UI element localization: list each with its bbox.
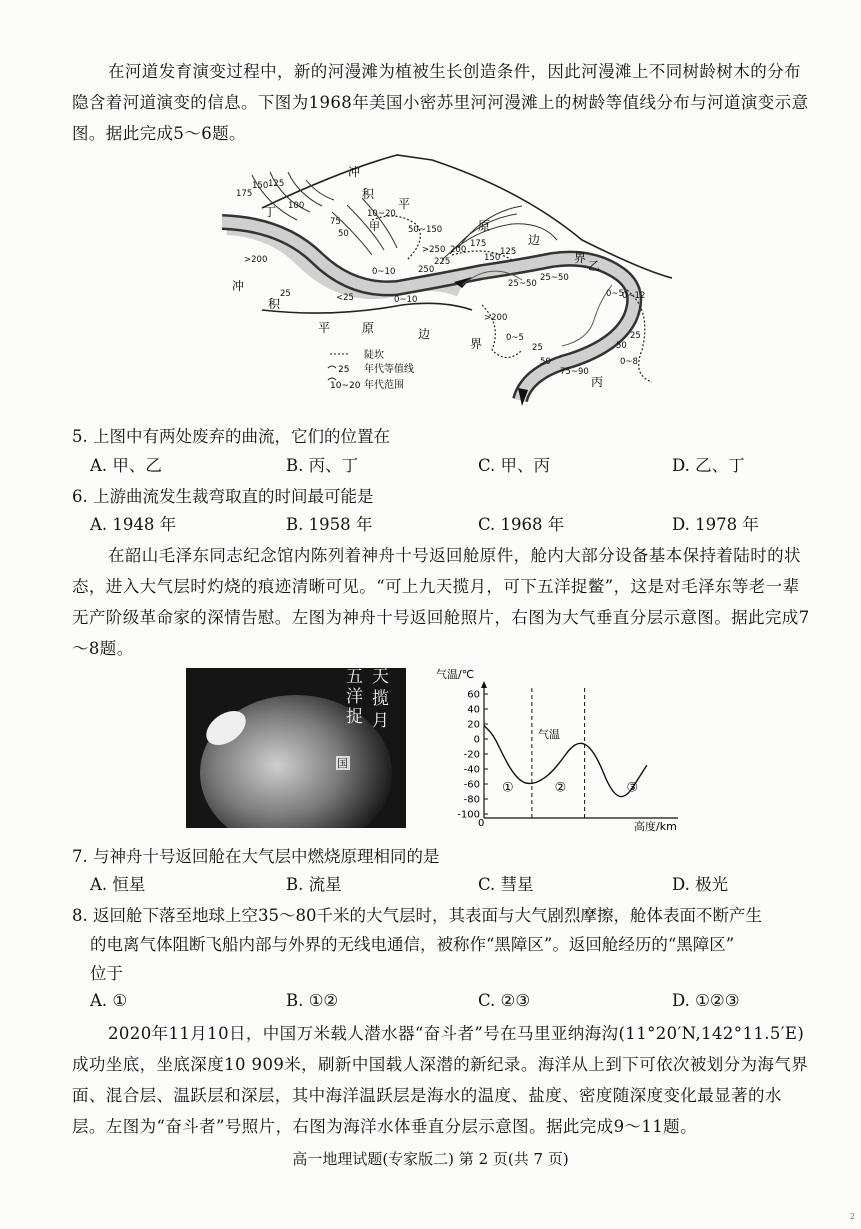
q5-option-b[interactable]: B. 丙、丁 <box>286 456 359 475</box>
q8-option-b[interactable]: B. ①② <box>286 991 339 1010</box>
legend-isoline-sample: 25 <box>338 365 350 375</box>
y-tick-label: -100 <box>457 809 480 821</box>
chart-origin-label: 0 <box>478 818 485 829</box>
map-point-jia: 甲 <box>369 220 380 233</box>
q6-option-c[interactable]: C. 1968 年 <box>478 515 565 534</box>
map-plain-char: 积 <box>362 187 375 201</box>
map-value: 0~12 <box>622 291 646 301</box>
map-value: 100 <box>288 201 305 211</box>
question-6-stem: 6. 上游曲流发生裁弯取直的时间最可能是 <box>72 487 374 506</box>
map-plain-char: 平 <box>398 197 411 211</box>
capsule-photo <box>186 668 406 828</box>
y-tick-label: 20 <box>467 719 480 731</box>
q6-option-b[interactable]: B. 1958 年 <box>286 515 373 534</box>
question-7-stem: 7. 与神舟十号返回舱在大气层中燃烧原理相同的是 <box>72 847 440 866</box>
map-value: 50 <box>616 341 627 351</box>
map-point-bing: 丙 <box>591 375 604 389</box>
map-value: 25 <box>280 289 291 299</box>
map-value: 25 <box>630 331 641 341</box>
q7-option-d[interactable]: D. 极光 <box>672 875 729 894</box>
map-value: 175 <box>236 189 253 199</box>
calligraphy-char: 天 <box>372 668 389 687</box>
map-plain-char: 冲 <box>232 279 245 293</box>
map-plain-char: 界 <box>470 337 483 351</box>
question-7-options <box>90 871 810 899</box>
legend-range-label: 年代范围 <box>364 380 404 391</box>
question-8-stem-line2: 的电离气体阻断飞船内部与外界的无线电通信，被称作“黑障区”。返回舱经历的“黑障区” <box>90 935 735 954</box>
map-plain-char: 边 <box>528 233 541 247</box>
y-tick-label: -80 <box>463 794 480 806</box>
map-value: 25 <box>532 343 543 353</box>
legend-bank-label: 陡坎 <box>364 350 384 361</box>
map-plain-char: 原 <box>478 219 491 233</box>
y-tick-label: 60 <box>467 689 480 701</box>
y-axis-arrow <box>481 681 487 688</box>
y-tick-label: -40 <box>463 764 480 776</box>
q8-option-d[interactable]: D. ①②③ <box>672 991 740 1010</box>
question-8-stem-line1: 8. 返回舱下落至地球上空35～80千米的大气层时，其表面与大气剧烈摩擦，舱体表面不断产生 <box>72 906 762 925</box>
legend-range-sample: 10~20 <box>330 381 361 391</box>
map-value: 200 <box>450 245 467 255</box>
map-value: 75 <box>330 217 341 227</box>
map-value: 0~10 <box>394 295 418 305</box>
map-plain-char: 界 <box>574 251 587 265</box>
legend-isoline-label: 年代等值线 <box>364 364 414 375</box>
map-value: 0~8 <box>620 357 638 367</box>
map-value: 25~50 <box>508 279 537 289</box>
layer-label: ① <box>501 780 514 796</box>
question-6-options <box>90 511 810 539</box>
map-value: 0~5 <box>606 289 624 299</box>
chart-xlabel: 高度/km <box>634 820 677 833</box>
map-point-ding: 丁 <box>264 205 277 219</box>
intro-paragraph-river: 在河道发育演变过程中，新的河漫滩为植被生长创造条件，因此河漫滩上不同树龄树木的分布隐含着河道演变的信息。下图为1968年美国小密苏里河河漫滩上的树龄等值线分布与河道演变示意图。据此完成5～6题。 <box>72 62 809 143</box>
map-value: 125 <box>500 247 517 257</box>
layer-labels <box>502 781 638 796</box>
map-value: 0~5 <box>506 333 524 343</box>
question-5-options <box>90 452 810 480</box>
layer-boundaries <box>532 686 585 818</box>
q7-option-a[interactable]: A. 恒星 <box>90 875 146 894</box>
map-value: 125 <box>268 179 285 189</box>
calligraphy-char: 月 <box>372 711 389 731</box>
map-plain-char: 边 <box>418 327 431 341</box>
layer-label: ② <box>554 780 567 796</box>
calligraphy-char: 五 <box>346 668 363 687</box>
y-tick-label: -60 <box>463 779 480 791</box>
map-plain-char: 平 <box>318 321 331 335</box>
map-value: 50 <box>540 357 551 367</box>
map-plain-char: 积 <box>268 297 281 311</box>
map-value: 0~10 <box>372 267 396 277</box>
intro-paragraph-fendouzhe: 2020年11月10日，中国万米载人潜水器“奋斗者”号在马里亚纳海沟(11°20′N,142°11.5′E)成功坐底，坐底深度10 909米，刷新中国载人深潜的新纪录。海洋从上到下可依次被划分为海气界面、混合层、温跃层和深层，其中海洋温跃层是海水的温度、盐度、密度随深度变化最显著的水层。左图为“奋斗者”号照片，右图为海洋水体垂直分层示意图。据此完成9～11题。 <box>72 1024 809 1136</box>
calligraphy-char: 洋 <box>346 687 363 707</box>
map-value: 50~150 <box>408 225 443 235</box>
series-label: 气温 <box>538 728 560 741</box>
map-value: >200 <box>484 313 508 323</box>
intro-paragraph-shenzhou: 在韶山毛泽东同志纪念馆内陈列着神舟十号返回舱原件，舱内大部分设备基本保持着陆时的状态，进入大气层时灼烧的痕迹清晰可见。“可上九天揽月，可下五洋捉鳖”，这是对毛泽东等老一辈无产阶级革命家的深情告慰。左图为神舟十号返回舱照片，右图为大气垂直分层示意图。据此完成7～8题。 <box>72 546 810 658</box>
q7-option-b[interactable]: B. 流星 <box>286 875 342 894</box>
map-value: 25~50 <box>540 273 569 283</box>
question-5-stem: 5. 上图中有两处废弃的曲流，它们的位置在 <box>72 427 390 446</box>
question-8-stem-line3: 位于 <box>90 964 123 983</box>
layer-label: ③ <box>626 780 639 796</box>
q8-option-c[interactable]: C. ②③ <box>478 991 531 1010</box>
atmosphere-temperature-chart <box>430 666 690 838</box>
map-value: 150 <box>252 181 269 191</box>
q5-option-d[interactable]: D. 乙、丁 <box>672 456 745 475</box>
map-value: <25 <box>336 293 354 303</box>
calligraphy-char: 揽 <box>372 689 389 709</box>
map-plain-char: 冲 <box>348 165 361 179</box>
photo-mark: 国 <box>337 757 348 770</box>
page-footer: 高一地理试题(专家版二) 第 2 页(共 7 页) <box>292 1150 569 1168</box>
map-value: >250 <box>422 245 446 255</box>
corner-mark: 2 <box>849 1212 855 1221</box>
map-value: 75~90 <box>560 367 589 377</box>
map-point-yi: 乙 <box>588 259 601 273</box>
q6-option-d[interactable]: D. 1978 年 <box>672 515 759 534</box>
q6-option-a[interactable]: A. 1948 年 <box>90 515 177 534</box>
map-value: >200 <box>244 255 268 265</box>
map-value: 225 <box>434 257 451 267</box>
q5-option-c[interactable]: C. 甲、丙 <box>478 456 551 475</box>
calligraphy-char: 捉 <box>346 707 363 727</box>
map-value: 10~20 <box>367 209 396 219</box>
map-value: 150 <box>484 253 501 263</box>
map-value: 250 <box>418 265 435 275</box>
y-tick-label: -20 <box>463 749 480 761</box>
q8-option-a[interactable]: A. ① <box>90 991 128 1010</box>
map-legend <box>328 348 414 391</box>
map-value: 50 <box>338 229 349 239</box>
capsule-photo-art <box>186 668 406 828</box>
chart-ylabel: 气温/℃ <box>436 668 475 681</box>
q5-option-a[interactable]: A. 甲、乙 <box>90 456 162 475</box>
question-8-options <box>90 991 810 1019</box>
y-tick-label: 0 <box>473 734 480 746</box>
map-value: 175 <box>470 239 487 249</box>
map-plain-char: 原 <box>362 321 375 335</box>
q7-option-c[interactable]: C. 彗星 <box>478 875 534 894</box>
river-meander-map <box>222 150 672 412</box>
y-tick-label: 40 <box>467 704 480 716</box>
